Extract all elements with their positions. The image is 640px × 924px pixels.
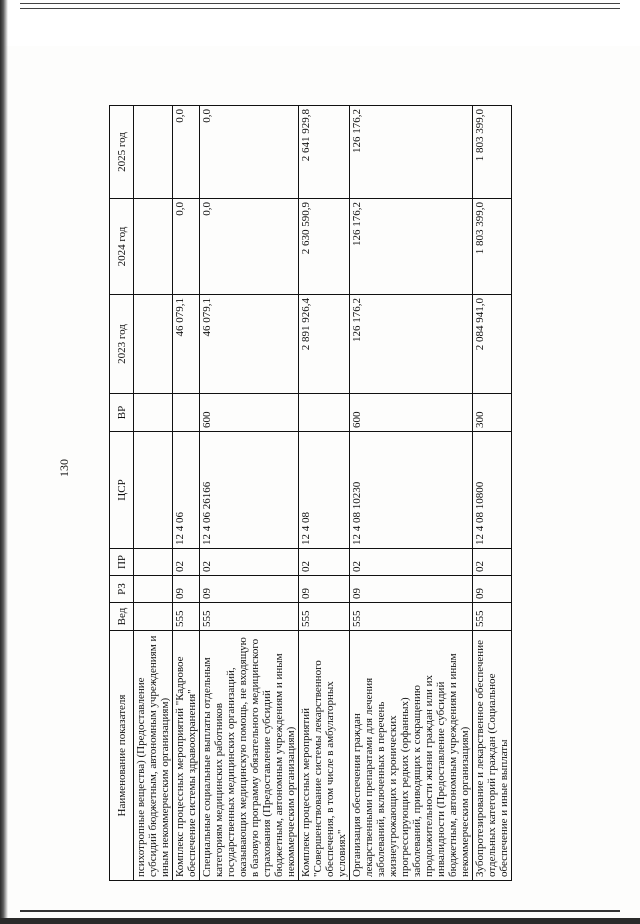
header-2023: 2023 год <box>110 295 134 394</box>
cell-csr: 12 4 08 10230 <box>350 432 473 549</box>
cell-2024: 2 630 590,9 <box>299 199 350 295</box>
cell-vr: 600 <box>200 394 299 432</box>
cell-2023: 46 079,1 <box>200 295 299 394</box>
header-pr: ПР <box>110 549 134 576</box>
cell-pr: 02 <box>473 549 512 576</box>
cell-ved: 555 <box>473 603 512 631</box>
cell-ved: 555 <box>173 603 200 631</box>
cell-2023: 2 891 926,4 <box>299 295 350 394</box>
cell-pr: 02 <box>350 549 473 576</box>
table-row <box>299 106 350 881</box>
table-row <box>173 106 200 881</box>
cell-2023: 126 176,2 <box>350 295 473 394</box>
cell-rz: 09 <box>173 576 200 603</box>
cell-2024 <box>134 199 173 295</box>
cell-vr <box>173 394 200 432</box>
cell-rz <box>134 576 173 603</box>
cell-2025: 1 803 399,0 <box>473 106 512 199</box>
cell-ved: 555 <box>350 603 473 631</box>
cell-name: Зубопротезирование и лекарственное обеспечение отдельных категорий граждан (Социальное обеспечение и иные выплаты <box>473 631 512 881</box>
cell-2025 <box>134 106 173 199</box>
table-row <box>350 106 473 881</box>
scan-left-edge <box>0 0 8 924</box>
cell-vr <box>299 394 350 432</box>
scan-top-margin <box>0 0 640 46</box>
cell-2023 <box>134 295 173 394</box>
cell-csr <box>134 432 173 549</box>
cell-csr: 12 4 06 26166 <box>200 432 299 549</box>
cell-rz: 09 <box>473 576 512 603</box>
scan-bottom-line <box>20 910 620 912</box>
cell-vr <box>134 394 173 432</box>
cell-name: Комплекс процессных мероприятий "Совершенствование системы лекарственного обеспечения, в том числе в амбулаторных условиях" <box>299 631 350 881</box>
table-row <box>134 106 173 881</box>
cell-pr <box>134 549 173 576</box>
cell-ved: 555 <box>200 603 299 631</box>
header-csr: ЦСР <box>110 432 134 549</box>
cell-csr: 12 4 06 <box>173 432 200 549</box>
cell-rz: 09 <box>200 576 299 603</box>
cell-csr: 12 4 08 <box>299 432 350 549</box>
cell-2025: 2 641 929,8 <box>299 106 350 199</box>
cell-2025: 0,0 <box>173 106 200 199</box>
cell-csr: 12 4 08 10800 <box>473 432 512 549</box>
table-header-row <box>110 106 134 881</box>
header-rz: РЗ <box>110 576 134 603</box>
cell-pr: 02 <box>299 549 350 576</box>
cell-rz: 09 <box>299 576 350 603</box>
header-ved: Вед <box>110 603 134 631</box>
scan-bottom-edge <box>0 918 640 924</box>
cell-2024: 0,0 <box>200 199 299 295</box>
cell-2025: 0,0 <box>200 106 299 199</box>
cell-pr: 02 <box>200 549 299 576</box>
cell-2024: 0,0 <box>173 199 200 295</box>
header-2025: 2025 год <box>110 106 134 199</box>
header-vr: ВР <box>110 394 134 432</box>
cell-vr: 600 <box>350 394 473 432</box>
cell-2023: 46 079,1 <box>173 295 200 394</box>
cell-vr: 300 <box>473 394 512 432</box>
budget-table <box>109 105 512 881</box>
table-row <box>473 106 512 881</box>
cell-rz: 09 <box>350 576 473 603</box>
cell-name: Специальные социальные выплаты отдельным категориям медицинских работников государственных медицинских организаций, оказывающих медицинскую помощь, не входящую в базовую программу обязательного медицинского страхования (Предоставление субсидий бюджетным, автономным учреждениям и иным некоммерческим организациям) <box>200 631 299 881</box>
cell-name: Комплекс процессных мероприятий "Кадровое обеспечение системы здравоохранения" <box>173 631 200 881</box>
cell-pr: 02 <box>173 549 200 576</box>
scan-artifact-line <box>20 8 620 9</box>
scan-artifact-line <box>20 3 620 4</box>
cell-name: Организация обеспечения граждан лекарственными препаратами для лечения заболеваний, включенных в перечень жизнеугрожающих и хронических прогрессирующих редких (орфанных) заболеваний, приводящих к сокращению продолжительности жизни граждан или их инвалидности (Предоставление субсидий бюджетным, автономным учреждениям и иным некоммерческим организациям) <box>350 631 473 881</box>
header-name: Наименование показателя <box>110 631 134 881</box>
cell-2024: 126 176,2 <box>350 199 473 295</box>
cell-2024: 1 803 399,0 <box>473 199 512 295</box>
cell-2025: 126 176,2 <box>350 106 473 199</box>
page-number: 130 <box>57 459 71 477</box>
table-row <box>200 106 299 881</box>
cell-ved: 555 <box>299 603 350 631</box>
cell-name: психотропные вещества) (Предоставление субсидий бюджетным, автономным учреждениям и иным некоммерческим организациям) <box>134 631 173 881</box>
rotated-table-container <box>109 106 609 881</box>
cell-ved <box>134 603 173 631</box>
header-2024: 2024 год <box>110 199 134 295</box>
cell-2023: 2 084 941,0 <box>473 295 512 394</box>
